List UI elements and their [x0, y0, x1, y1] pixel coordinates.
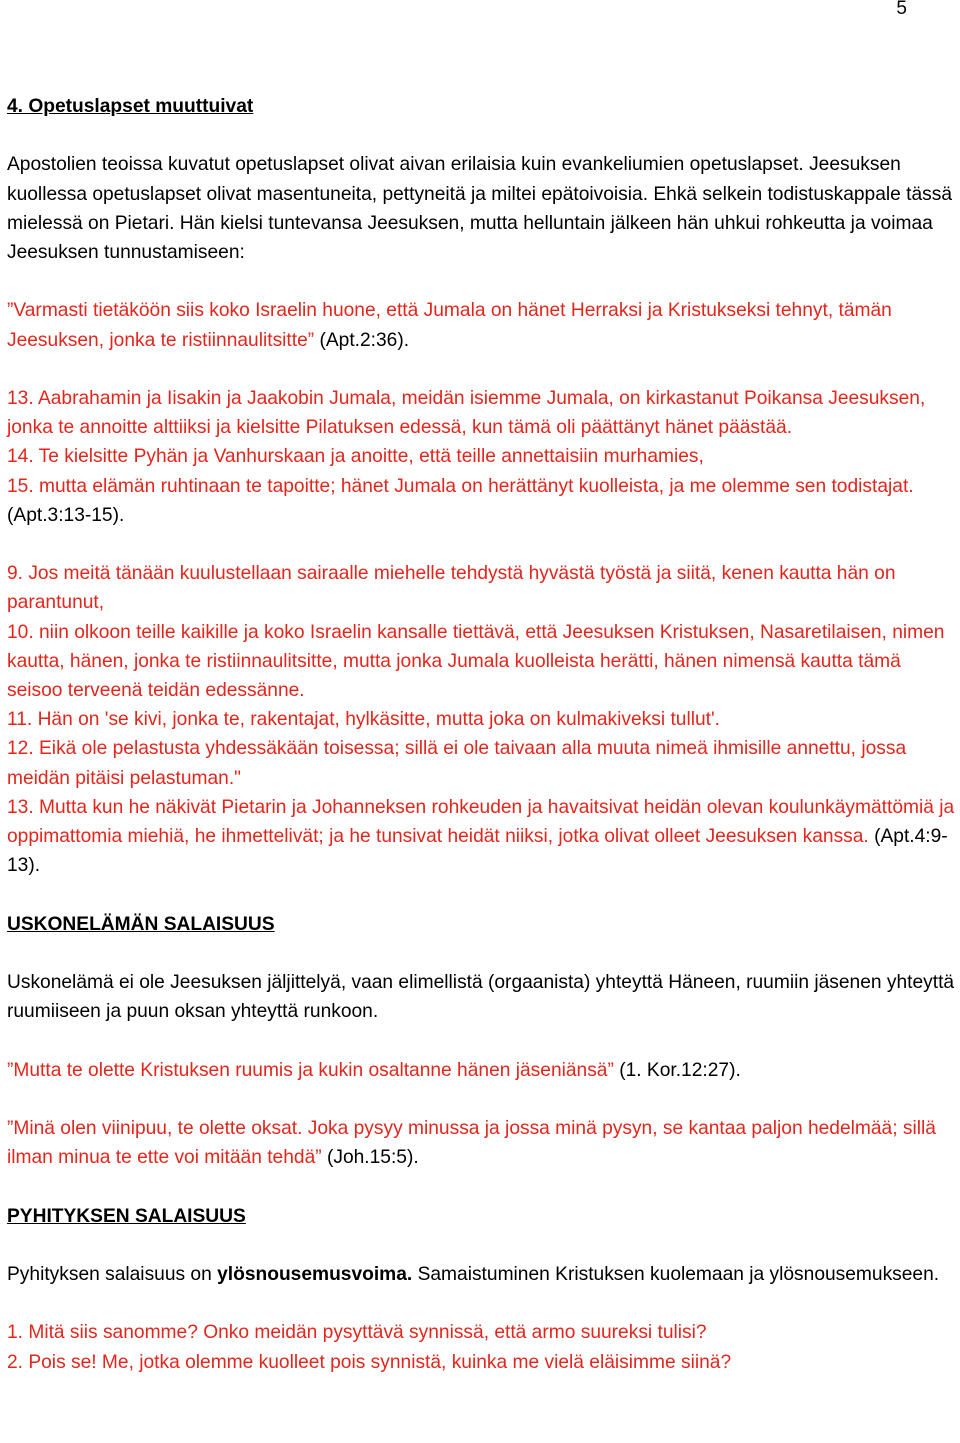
emphasis-text: ylösnousemusvoima. — [217, 1263, 413, 1285]
quote-reference: (1. Kor.12:27). — [613, 1059, 741, 1081]
quote-joh — [7, 1114, 959, 1172]
verse-10: 10. niin olkoon teille kaikille ja koko Israelin kansalle tiettävä, että Jeesuksen Kristuksen, Nasaretilaisen, nimen kautta, hänen, jonka te ristiinnaulitsitte, mutta jonka Jumala kuolleista herätti, hänen nimensä kautta tämä seisoo terveenä teidän edessänne. — [7, 621, 945, 701]
quote-reference: (Apt.4:9-13). — [7, 826, 948, 877]
quote-reference: (Joh.15:5). — [321, 1147, 419, 1169]
verse-1: 1. Mitä siis sanomme? Onko meidän pysyttävä synnissä, että armo suureksi tulisi? — [7, 1322, 707, 1344]
quote-text: ”Minä olen viinipuu, te olette oksat. Joka pysyy minussa ja jossa minä pysyn, se kantaa paljon hedelmää; sillä ilman minua te ette voi mitään tehdä” — [7, 1117, 936, 1169]
quote-text: ”Mutta te olette Kristuksen ruumis ja kukin osaltanne hänen jäseniänsä” — [7, 1059, 614, 1081]
section-heading-opetuslapset: 4. Opetuslapset muuttuivat — [7, 96, 254, 117]
verse-15: 15. mutta elämän ruhtinaan te tapoitte; hänet Jumala on herättänyt kuolleista, ja me olemme sen todistajat. — [7, 475, 914, 497]
quote-apt-2-36 — [7, 296, 959, 354]
verse-12: 12. Eikä ole pelastusta yhdessäkään toisessa; sillä ei ole taivaan alla muuta nimeä ihmisille annettu, jossa meidän pitäisi pelastuman." — [7, 738, 907, 789]
intro-paragraph: Apostolien teoissa kuvatut opetuslapset olivat aivan erilaisia kuin evankeliumien opetuslapset. Jeesuksen kuollessa opetuslapset olivat masentuneita, pettyneitä ja miltei epätoivoisia. Ehkä selkein todistuskappale tässä mielessä on Pietari. Hän kielsi tuntevansa Jeesuksen, mutta helluntain jälkeen hän uhkui rohkeutta ja voimaa Jeesuksen tunnustamiseen: — [7, 154, 953, 263]
verse-9: 9. Jos meitä tänään kuulustellaan sairaalle miehelle tehdystä hyvästä työstä ja siitä, kenen kautta hän on parantunut, — [7, 563, 896, 614]
body-text: Pyhityksen salaisuus on — [7, 1263, 218, 1285]
quote-reference: (Apt.2:36). — [314, 329, 410, 351]
section3-paragraph — [7, 1260, 959, 1289]
section2-paragraph: Uskonelämä ei ole Jeesuksen jäljittelyä, vaan elimellistä (orgaanista) yhteyttä Häneen, ruumiin jäsenen yhteyttä ruumiiseen ja puun oksan yhteyttä runkoon. — [7, 972, 955, 1023]
verse-14: 14. Te kielsitte Pyhän ja Vanhurskaan ja anoitte, että teille annettaisiin murhamies, — [7, 446, 704, 468]
quote-apt-4 — [7, 559, 959, 880]
verse-13: 13. Aabrahamin ja Iisakin ja Jaakobin Jumala, meidän isiemme Jumala, on kirkastanut Poikansa Jeesuksen, jonka te annoitte alttiiksi ja kielsitte Pilatuksen edessä, kun tämä oli päättänyt hänet päästää. — [7, 387, 926, 439]
quote-reference: (Apt.3:13-15). — [7, 504, 125, 526]
verse-11: 11. Hän on 'se kivi, jonka te, rakentajat, hylkäsitte, mutta joka on kulmakiveksi tullut'. — [7, 709, 720, 731]
document-body — [7, 92, 959, 1377]
verse-13b: 13. Mutta kun he näkivät Pietarin ja Johanneksen rohkeuden ja havaitsivat heidän olevan koulunkäymättömiä ja oppimattomia miehiä, he ihmettelivät; ja he tunsivat heidät niiksi, jotka olivat olleet Jeesuksen kanssa. — [7, 796, 955, 848]
quote-room-6 — [7, 1318, 959, 1376]
quote-apt-3 — [7, 384, 959, 530]
section-heading-pyhityksen: PYHITYKSEN SALAISUUS — [7, 1205, 246, 1227]
verse-2: 2. Pois se! Me, jotka olemme kuolleet pois synnistä, kuinka me vielä eläisimme siinä? — [7, 1351, 732, 1373]
page-number: 5 — [896, 0, 907, 19]
body-text: Samaistuminen Kristuksen kuolemaan ja ylösnousemukseen. — [412, 1263, 940, 1285]
quote-1-kor — [7, 1056, 959, 1085]
quote-text: ”Varmasti tietäköön siis koko Israelin huone, että Jumala on hänet Herraksi ja Kristukseksi tehnyt, tämän Jeesuksen, jonka te ristiinnaulitsitte” — [7, 300, 892, 351]
section-heading-uskonelaman: USKONELÄMÄN SALAISUUS — [7, 913, 275, 935]
